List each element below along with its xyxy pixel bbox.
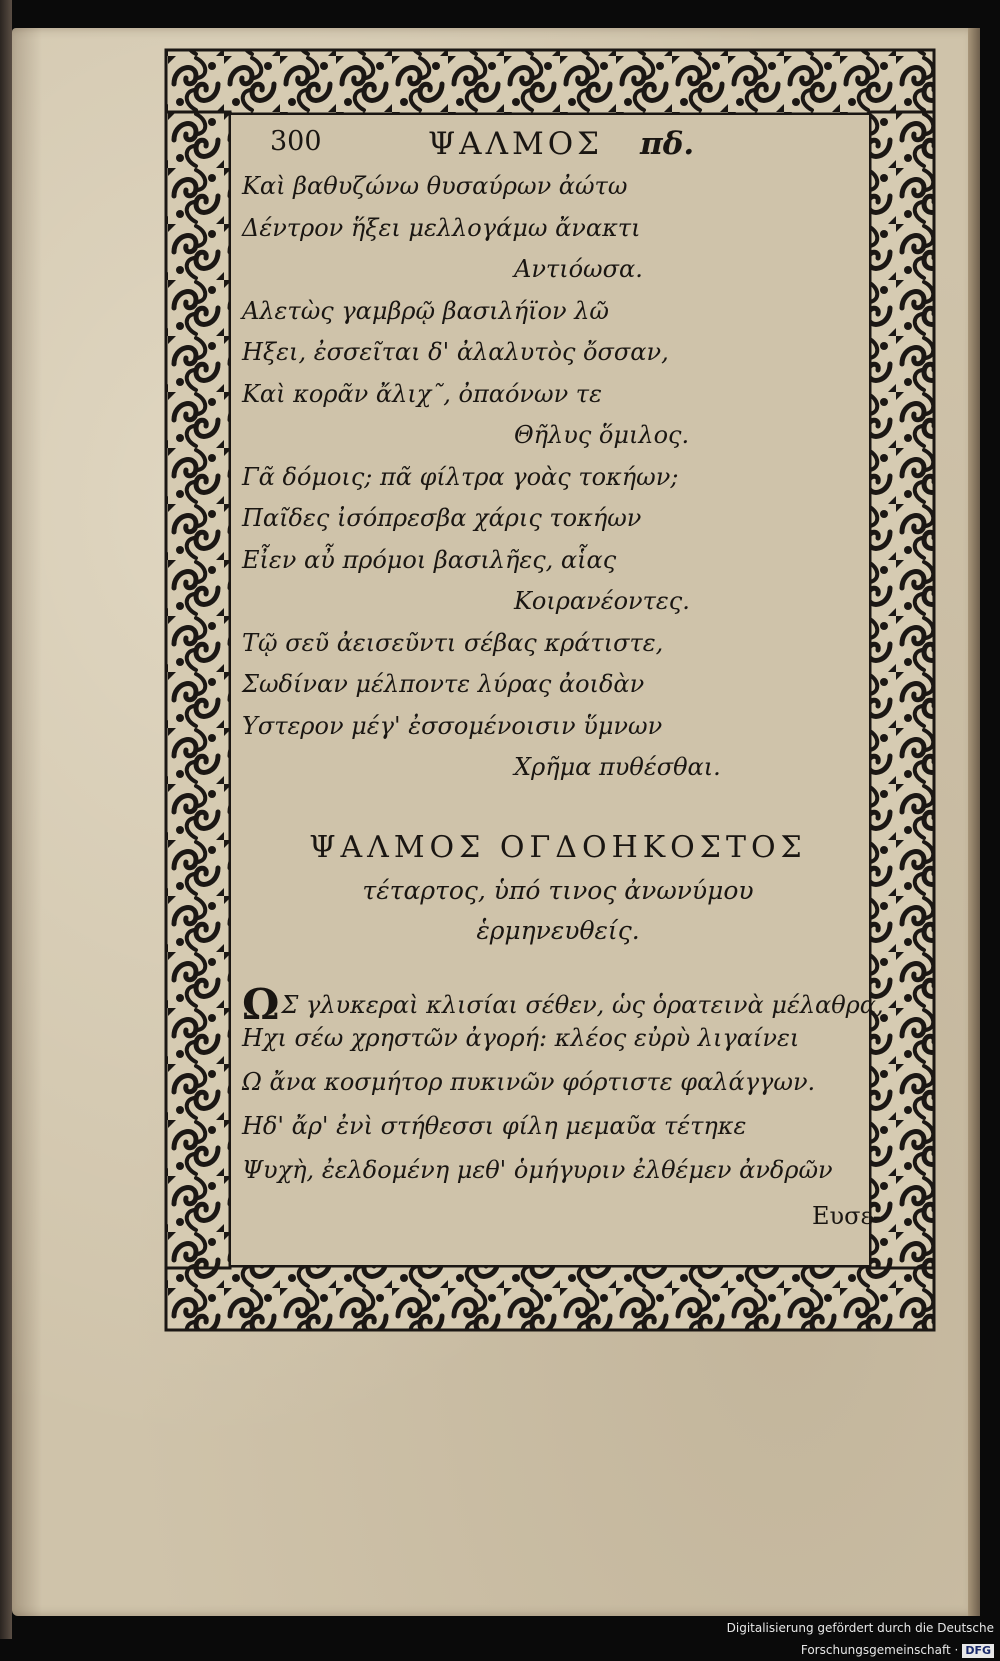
verse-line: Καὶ βαθυζώνω θυσαύρων ἀώτω: [242, 172, 628, 200]
verse-line: Τῷ σεῦ ἀεισεῦντι σέβας κράτιστε,: [242, 628, 664, 657]
verse-line: Σωδίναν μέλποντε λύρας ἀοιδὰν: [242, 670, 645, 698]
psalm-line: [242, 1068, 815, 1096]
psalm-line: [242, 1156, 833, 1184]
verse-line: Αλετὼς γαμβρῷ βασιλήϊον λῶ: [242, 296, 609, 325]
section-subtitle-line-2: ἑρμηνευθείς.: [476, 916, 640, 945]
digitization-credit: [592, 1617, 1000, 1657]
verse-line: Γᾶ δόμοις; πᾶ φίλτρα γοὰς τοκήων;: [242, 462, 679, 491]
running-header: [228, 126, 888, 166]
psalm-line-text: Ηχι σέω χρηστῶν ἀγορή: κλέος εὐρὺ λιγαίνει: [242, 1024, 800, 1052]
verse-line: Αντιόωσα.: [514, 255, 643, 283]
drop-initial: Ω: [242, 980, 280, 1029]
psalm-line: [242, 980, 884, 1029]
verse-line: Κοιρανέοντες.: [514, 587, 690, 615]
psalm-line-text: Ω ἄνα κοσμήτορ πυκινῶν φόρτιστε φαλάγγων.: [242, 1068, 816, 1096]
verse-line: Χρῆμα πυθέσθαι.: [514, 753, 721, 781]
verse-line: Εἶεν αὖ πρόμοι βασιλῆες, αἷας: [242, 545, 617, 574]
catchword: Ευσε-: [812, 1202, 882, 1230]
psalm-line-text: Σ γλυκεραὶ κλισίαι σέθεν, ὡς ὁρατεινὰ μέλαθρα,: [281, 991, 884, 1019]
text-panel: [228, 116, 888, 1276]
dfg-logo: DFG: [962, 1644, 994, 1658]
running-head-title: ΨΑΛΜΟΣ: [428, 126, 604, 162]
section-subtitle-line-1: τέταρτος, ὑπό τινος ἀνωνύμου: [362, 876, 754, 905]
verse-line: Ηξει, ἐσσεῖται δ' ἀλαλυτὸς ὄσσαν,: [242, 338, 669, 366]
verse-line: Υστερον μέγ' ἐσσομένοισιν ὕμνων: [242, 711, 663, 740]
page-number: 300: [270, 126, 322, 157]
verse-line: Θῆλυς ὅμιλος.: [514, 421, 690, 449]
verse-line: Δέντρον ἥξει μελλογάμω ἄνακτι: [242, 213, 641, 242]
verse-line: Καὶ κορᾶν ἄλιχ῀, ὀπαόνων τε: [242, 379, 602, 408]
psalm-line: [242, 1112, 746, 1140]
psalm-number: πδ.: [640, 126, 695, 162]
psalm-line: [242, 1024, 799, 1052]
psalm-line-text: Ψυχὴ, ἐελδομένη μεθ' ὁμήγυριν ἐλθέμεν ἀνδρῶν: [242, 1156, 833, 1184]
credit-text: Digitalisierung gefördert durch die Deutsche Forschungsgemeinschaft ·: [726, 1621, 994, 1657]
verse-line: Παῖδες ἰσόπρεσβα χάρις τοκήων: [242, 504, 642, 532]
psalm-line-text: Ηδ' ἄρ' ἐνὶ στήθεσσι φίλη μεμαῦα τέτηκε: [242, 1112, 747, 1140]
section-title: ΨΑΛΜΟΣ ΟΓΔΟΗΚΟΣΤΟΣ: [309, 830, 807, 865]
